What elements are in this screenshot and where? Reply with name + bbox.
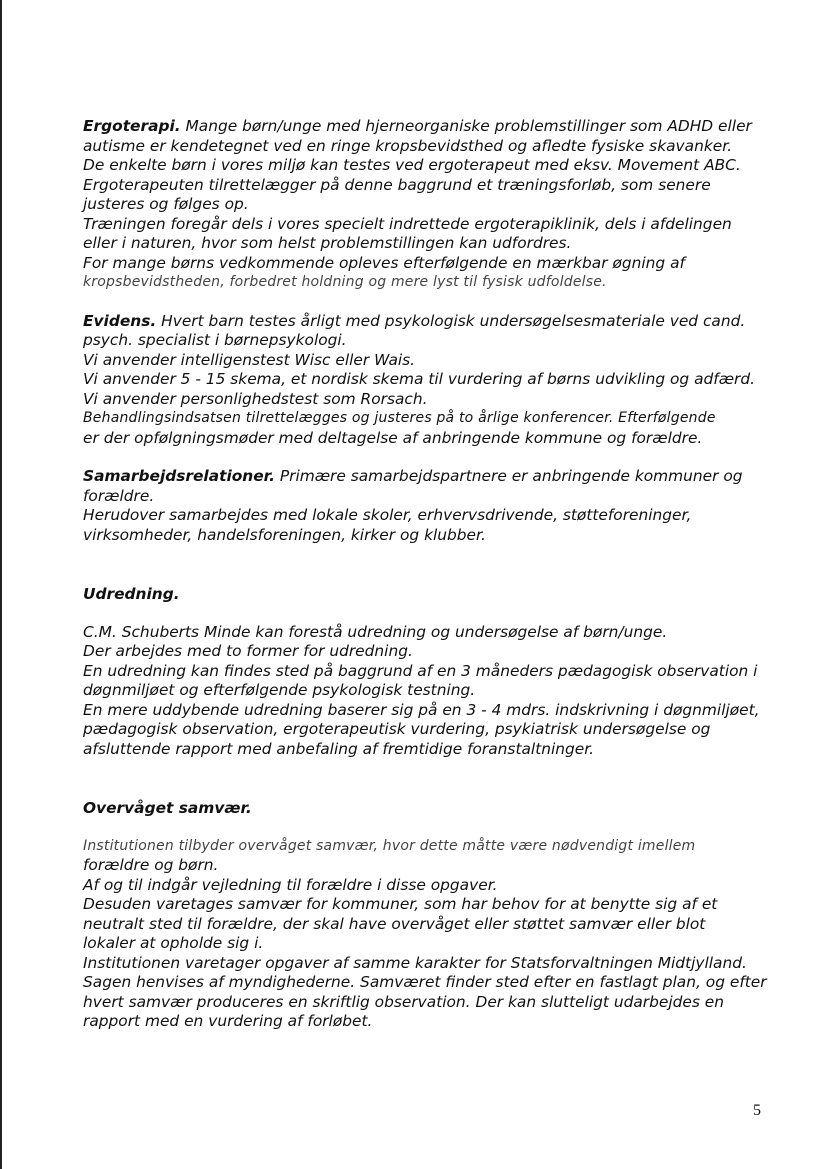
section-heading-ergoterapi: Ergoterapi. [83, 117, 181, 135]
paragraph-line: pædagogisk observation, ergoterapeutisk vurdering, psykiatrisk undersøgelse og [83, 720, 711, 738]
paragraph-line: virksomheder, handelsforeningen, kirker og klubber. [83, 525, 486, 544]
paragraph-line: Ergoterapeuten tilrettelægger på denne baggrund et træningsforløb, som senere [83, 175, 711, 194]
paragraph-line: En udredning kan findes sted på baggrund af en 3 måneders pædagogisk observation i [83, 661, 758, 680]
paragraph-line: psych. specialist i børnepsykologi. [83, 331, 347, 349]
section-ergoterapi [83, 117, 773, 293]
paragraph-line: rapport med en vurdering af forløbet. [83, 1012, 373, 1030]
paragraph-line [83, 117, 773, 137]
section-overvaaget-samvaer [83, 799, 773, 1032]
text: Mange børn/unge med hjerneorganiske problemstillinger som ADHD eller [185, 117, 752, 135]
paragraph-line: Der arbejdes med to former for udredning. [83, 642, 413, 660]
paragraph-line: Vi anvender 5 - 15 skema, et nordisk skema til vurdering af børns udvikling og adfærd. [83, 370, 756, 388]
paragraph-line: kropsbevidstheden, forbedret holdning og mere lyst til fysisk udfoldelse. [83, 274, 607, 290]
section-heading-samarbejdsrelationer: Samarbejdsrelationer. [83, 467, 275, 485]
paragraph-line: forældre. [83, 486, 155, 505]
paragraph-line: Institutionen tilbyder overvåget samvær, hvor dette måtte være nødvendigt imellem [83, 837, 696, 854]
paragraph-line: eller i naturen, hvor som helst problemstillingen kan udfordres. [83, 234, 572, 252]
page-left-edge [0, 0, 2, 1169]
paragraph-line: Behandlingsindsatsen tilrettelægges og justeres på to årlige konferencer. Efterfølgende [83, 410, 716, 426]
section-udredning [83, 585, 773, 759]
paragraph-line: Træningen foregår dels i vores specielt indrettede ergoterapiklinik, dels i afdelingen [83, 214, 732, 233]
page-number: 5 [753, 1102, 761, 1119]
paragraph-line: En mere uddybende udredning baserer sig på en 3 - 4 mdrs. indskrivning i døgnmiljøet, [83, 700, 760, 719]
paragraph-line: autisme er kendetegnet ved en ringe kropsbevidsthed og afledte fysiske skavanker. [83, 136, 733, 155]
section-evidens [83, 312, 773, 449]
paragraph-line: C.M. Schuberts Minde kan forestå udredning og undersøgelse af børn/unge. [83, 622, 668, 641]
paragraph-line: afsluttende rapport med anbefaling af fremtidige foranstaltninger. [83, 739, 595, 758]
paragraph-line: døgnmiljøet og efterfølgende psykologisk testning. [83, 681, 476, 699]
paragraph-line: forældre og børn. [83, 856, 219, 874]
paragraph-line: Vi anvender personlighedstest som Rorsach. [83, 389, 428, 408]
paragraph-line [83, 467, 773, 487]
section-heading-overvaaget-samvaer: Overvåget samvær. [83, 799, 252, 817]
paragraph-line: lokaler at opholde sig i. [83, 934, 264, 952]
paragraph-line: er der opfølgningsmøder med deltagelse af anbringende kommune og forældre. [83, 428, 703, 447]
paragraph-line: Desuden varetages samvær for kommuner, som har behov for at benytte sig af et [83, 895, 718, 913]
section-heading-udredning: Udredning. [83, 585, 180, 603]
section-samarbejdsrelationer [83, 467, 773, 545]
paragraph-line: For mange børns vedkommende opleves efterfølgende en mærkbar øgning af [83, 253, 685, 272]
paragraph-line: Herudover samarbejdes med lokale skoler, erhvervsdrivende, støtteforeninger, [83, 506, 692, 524]
paragraph-line: hvert samvær produceres en skriftlig observation. Der kan slutteligt udarbejdes en [83, 992, 725, 1011]
paragraph-line: Institutionen varetager opgaver af samme karakter for Statsforvaltningen Midtjylland. [83, 953, 747, 972]
paragraph-line: Sagen henvises af myndighederne. Samværet finder sted efter en fastlagt plan, og efter [83, 973, 767, 991]
section-heading-evidens: Evidens. [83, 311, 157, 330]
text: Hvert barn testes årligt med psykologisk undersøgelsesmateriale ved cand. [161, 311, 746, 330]
paragraph-line [83, 312, 773, 332]
paragraph-line: Af og til indgår vejledning til forældre i disse opgaver. [83, 875, 498, 894]
paragraph-line: neutralt sted til forældre, der skal have overvåget eller støttet samvær eller blot [83, 914, 706, 933]
document-body [83, 117, 773, 1032]
paragraph-line: justeres og følges op. [83, 195, 249, 213]
text: Primære samarbejdspartnere er anbringende kommuner og [279, 467, 743, 485]
paragraph-line: De enkelte børn i vores miljø kan testes ved ergoterapeut med eksv. Movement ABC. [83, 156, 741, 174]
paragraph-line: Vi anvender intelligenstest Wisc eller Wais. [83, 350, 416, 369]
